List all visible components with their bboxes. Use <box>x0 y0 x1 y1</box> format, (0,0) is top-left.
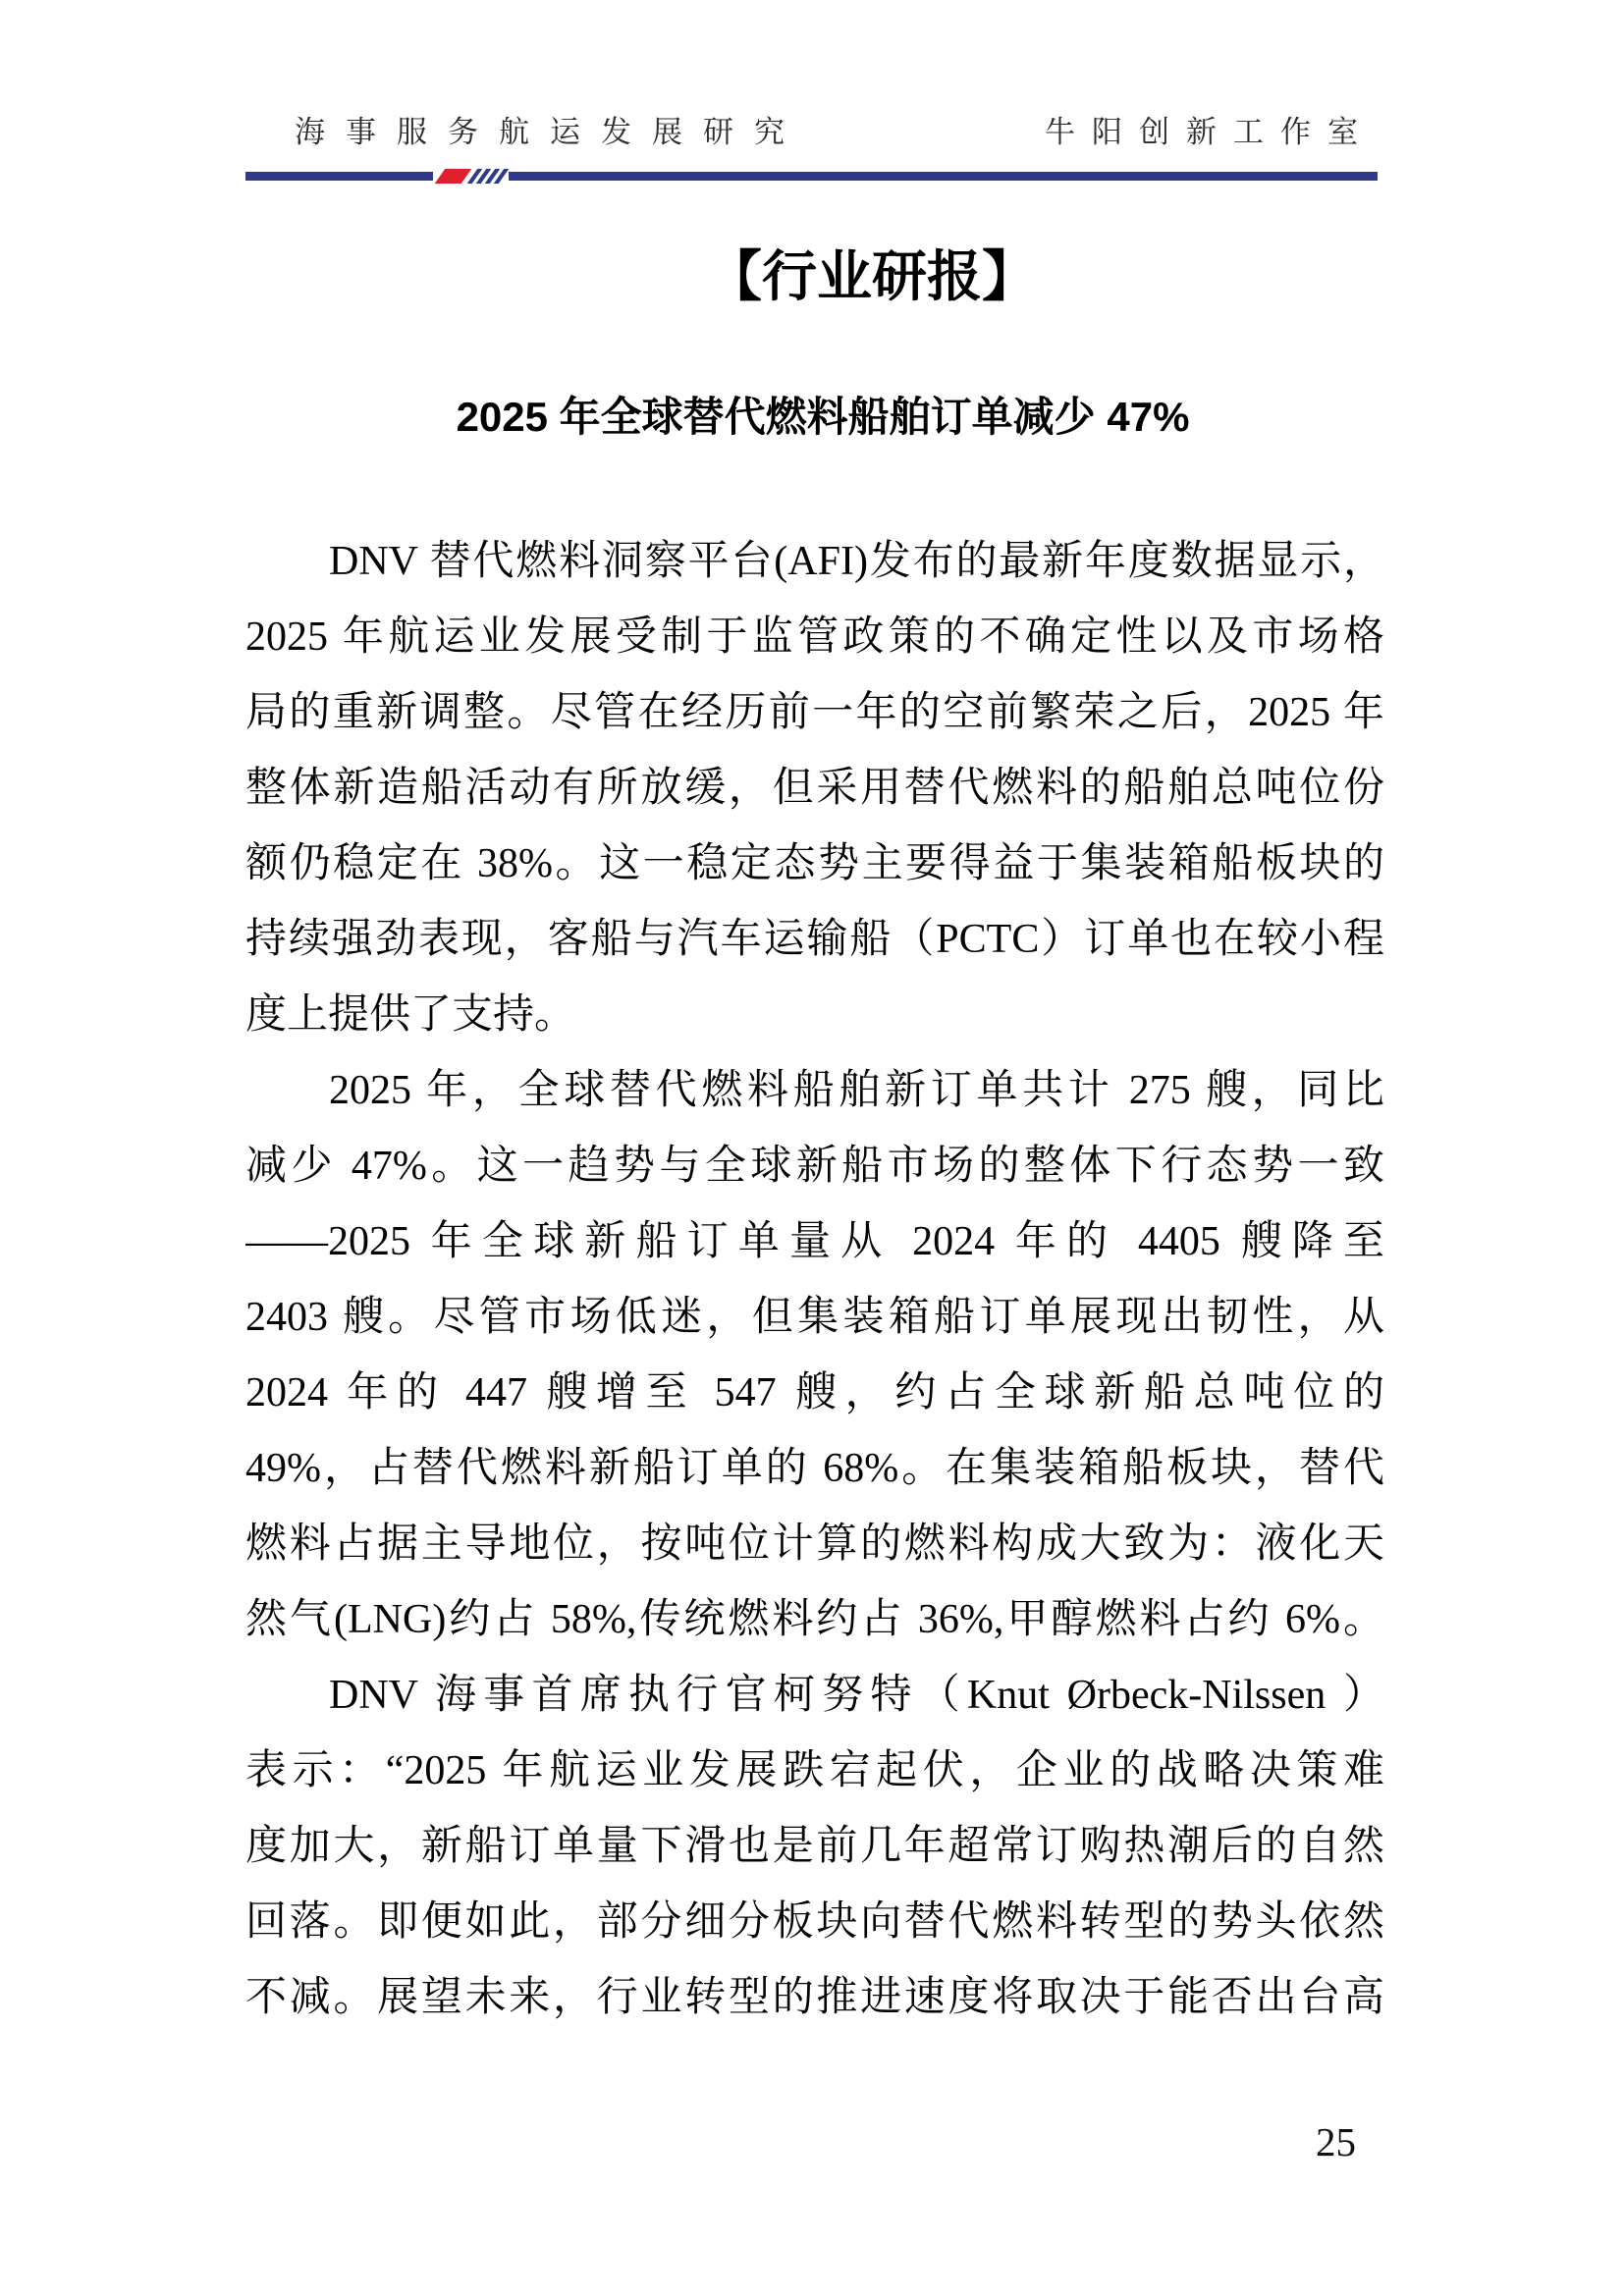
article-title: 2025 年全球替代燃料船舶订单减少 47% <box>456 394 1190 440</box>
header-left-text: 海事服务航运发展研究 <box>295 115 805 149</box>
section-title: 【行业研报】 <box>707 245 1037 307</box>
body-line: ——2025 年全球新船订单量从 2024 年的 4405 艘降至 <box>245 1219 1384 1264</box>
body-line: 49%，占替代燃料新船订单的 68%。在集装箱船板块，替代 <box>245 1446 1384 1491</box>
body-line: 度上提供了支持。 <box>245 992 576 1038</box>
header-right-text: 牛阳创新工作室 <box>1045 115 1375 149</box>
body-line: 局的重新调整。尽管在经历前一年的空前繁荣之后，2025 年 <box>245 690 1384 735</box>
body-line: 2024 年的 447 艘增至 547 艘，约占全球新船总吨位的 <box>245 1370 1384 1415</box>
body-line: 回落。即便如此，部分细分板块向替代燃料转型的势头依然 <box>245 1899 1384 1945</box>
body-line: 表示：“2025 年航运业发展跌宕起伏，企业的战略决策难 <box>245 1748 1384 1793</box>
body-line: DNV 替代燃料洞察平台(AFI)发布的最新年度数据显示， <box>329 539 1384 584</box>
body-line: 额仍稳定在 38%。这一稳定态势主要得益于集装箱船板块的 <box>245 841 1384 886</box>
body-line: 度加大，新船订单量下滑也是前几年超常订购热潮后的自然 <box>245 1824 1384 1869</box>
body-line: 不减。展望未来，行业转型的推进速度将取决于能否出台高 <box>245 1975 1384 2020</box>
paragraph <box>245 1053 1384 1658</box>
header-rule <box>245 172 1378 181</box>
body-line: 2025 年航运业发展受制于监管政策的不确定性以及市场格 <box>245 614 1384 660</box>
body-line: 2403 艘。尽管市场低迷，但集装箱船订单展现出韧性，从 <box>245 1295 1384 1340</box>
body-line: 2025 年，全球替代燃料船舶新订单共计 275 艘，同比 <box>329 1068 1384 1113</box>
body-line: 持续强劲表现，客船与汽车运输船（PCTC）订单也在较小程 <box>245 917 1384 962</box>
body-line: 减少 47%。这一趋势与全球新船市场的整体下行态势一致 <box>245 1144 1384 1189</box>
body-line: 燃料占据主导地位，按吨位计算的燃料构成大致为：液化天 <box>245 1522 1384 1567</box>
body-line: 然气(LNG)约占 58%,传统燃料约占 36%,甲醇燃料占约 6%。 <box>245 1597 1384 1642</box>
paragraph <box>245 1658 1384 2036</box>
page-number: 25 <box>1316 2119 1356 2164</box>
header-rule-red-slash <box>435 169 472 184</box>
article-body <box>245 524 1384 2036</box>
body-line: 整体新造船活动有所放缓，但采用替代燃料的船舶总吨位份 <box>245 766 1384 811</box>
header-rule-left-segment <box>245 172 433 181</box>
body-line: DNV 海事首席执行官柯努特（Knut Ørbeck-Nilssen ） <box>329 1673 1384 1718</box>
header-rule-right-segment <box>509 172 1378 181</box>
paragraph <box>245 524 1384 1053</box>
